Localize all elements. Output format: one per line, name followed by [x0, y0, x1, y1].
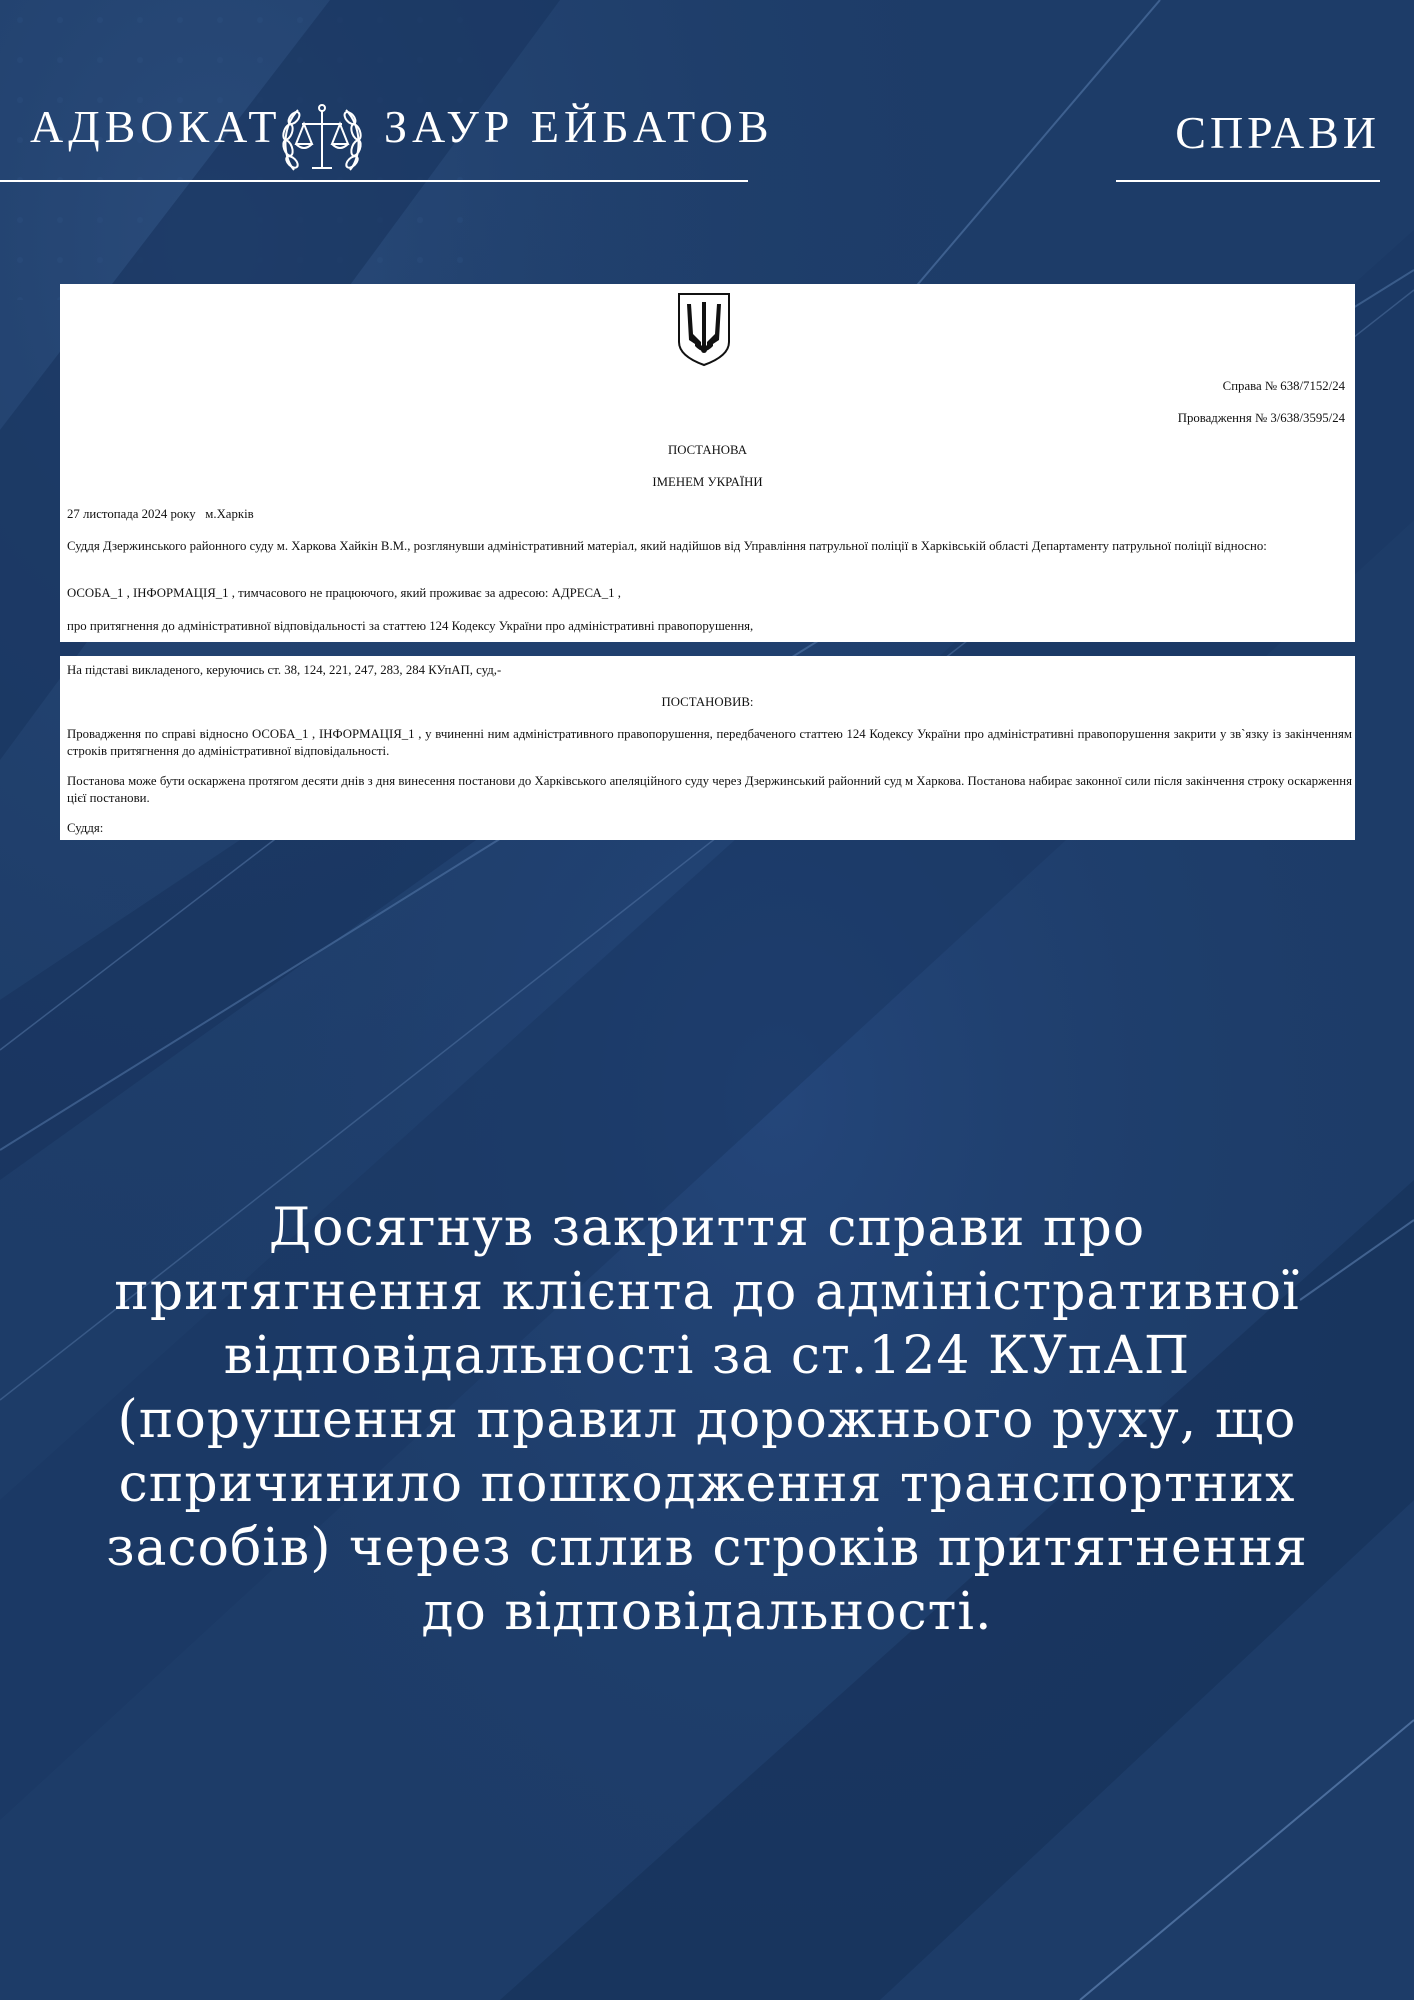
paragraph-person-info: ОСОБА_1 , ІНФОРМАЦІЯ_1 , тимчасового не працюючого, який проживає за адресою: АДРЕСА_1 , — [67, 586, 621, 600]
section-title: СПРАВИ — [1175, 107, 1380, 158]
brand-name-right: ЗАУР ЕЙБАТОВ — [384, 101, 774, 152]
court-document-top — [60, 284, 1355, 642]
case-number: Справа № 638/7152/24 — [1222, 379, 1345, 393]
case-summary-text: Досягнув закриття справи про притягнення клієнта до адміністративної відповідальності за ст.124 КУпАП (порушення правил дорожнього руху, що спричинило пошкодження транспортних засобів) через сплив строків притягнення до відповідальності. — [106, 1198, 1308, 1642]
paragraph-appeal: Постанова може бути оскаржена протягом десяти днів з дня винесення постанови до Харківського апеляційного суду через Дзержинський районний суд м Харкова. Постанова набирає законної сили після закінчення строку оскарження цієї постанови. — [67, 774, 1352, 806]
paragraph-judge-intro: Суддя Дзержинського районного суду м. Харкова Хайкін В.М., розглянувши адміністративний матеріал, який надійшов від Управління патрульної поліції в Харківській області Департаменту патрульної поліції відносно: — [67, 539, 1267, 553]
date-place: 27 листопада 2024 року м.Харків — [67, 507, 254, 521]
court-document-bottom — [60, 656, 1355, 840]
document-title: ПОСТАНОВА — [667, 443, 748, 457]
header — [0, 0, 1414, 190]
document-subtitle: ІМЕНЕМ УКРАЇНИ — [652, 475, 763, 489]
scales-of-justice-icon — [276, 96, 368, 184]
decision-heading: ПОСТАНОВИВ: — [661, 695, 754, 709]
judge-signature-label: Суддя: — [67, 821, 104, 835]
paragraph-decision: Провадження по справі відносно ОСОБА_1 , ІНФОРМАЦІЯ_1 , у вчиненні ним адміністративного правопорушення, передбаченого статтею 124 Кодексу України про адміністративні правопорушення закрити у зв`язку із закінченням строків притягнення до адміністративної відповідальності. — [67, 727, 1352, 759]
paragraph-charge: про притягнення до адміністративної відповідальності за статтею 124 Кодексу України про адміністративні правопорушення, — [67, 619, 754, 633]
paragraph-basis: На підставі викладеного, керуючись ст. 38, 124, 221, 247, 283, 284 КУпАП, суд,- — [67, 663, 502, 677]
header-divider-left — [0, 180, 748, 182]
proceeding-number: Провадження № 3/638/3595/24 — [1177, 411, 1345, 425]
header-divider-right — [1116, 180, 1380, 182]
brand-name-left: АДВОКАТ — [30, 101, 282, 152]
trident-coat-of-arms-icon — [675, 290, 733, 368]
